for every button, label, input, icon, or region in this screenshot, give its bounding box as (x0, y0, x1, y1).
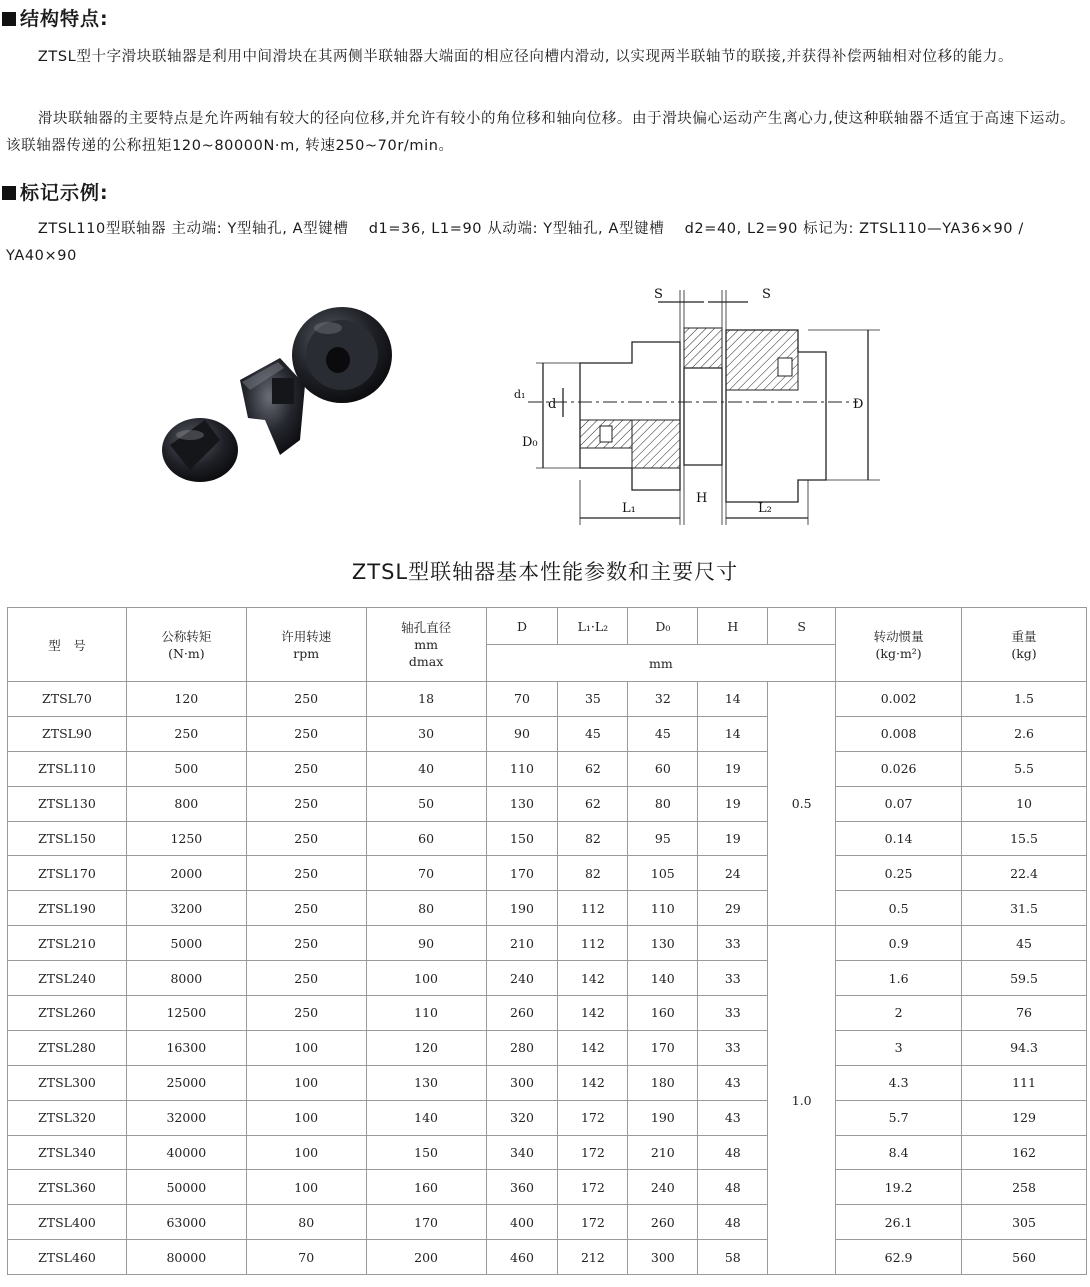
cell-l: 35 (558, 682, 628, 717)
cell-speed: 250 (246, 856, 366, 891)
cell-weight: 2.6 (962, 716, 1087, 751)
cell-bore: 30 (366, 716, 486, 751)
cell-d: 300 (486, 1065, 558, 1100)
section-heading-text: 结构特点: (20, 8, 109, 30)
table-row (8, 996, 1087, 1031)
cell-d: 460 (486, 1240, 558, 1275)
header-weight (962, 608, 1087, 682)
cell-d0: 190 (628, 1100, 698, 1135)
cell-model: ZTSL280 (8, 1030, 127, 1065)
cell-inertia: 0.5 (836, 891, 962, 926)
label-D: D (853, 397, 864, 412)
cell-torque: 2000 (126, 856, 246, 891)
cell-bore: 120 (366, 1030, 486, 1065)
cell-d0: 300 (628, 1240, 698, 1275)
cell-d0: 95 (628, 821, 698, 856)
cell-d0: 240 (628, 1170, 698, 1205)
cell-speed: 250 (246, 786, 366, 821)
label-s-right: S (762, 287, 771, 302)
table-row (8, 926, 1087, 961)
table-row (8, 891, 1087, 926)
cell-weight: 5.5 (962, 751, 1087, 786)
cell-speed: 100 (246, 1100, 366, 1135)
cell-inertia: 1.6 (836, 961, 962, 996)
cell-h: 58 (698, 1240, 768, 1275)
cell-inertia: 5.7 (836, 1100, 962, 1135)
cell-inertia: 0.25 (836, 856, 962, 891)
cell-torque: 5000 (126, 926, 246, 961)
cell-l: 112 (558, 891, 628, 926)
cell-speed: 250 (246, 716, 366, 751)
cell-d0: 170 (628, 1030, 698, 1065)
cell-inertia: 8.4 (836, 1135, 962, 1170)
cell-model: ZTSL130 (8, 786, 127, 821)
cell-torque: 16300 (126, 1030, 246, 1065)
cell-weight: 162 (962, 1135, 1087, 1170)
cell-d0: 180 (628, 1065, 698, 1100)
header-L: L₁·L₂ (558, 608, 628, 645)
cell-l: 142 (558, 1065, 628, 1100)
cell-d: 340 (486, 1135, 558, 1170)
cell-h: 48 (698, 1205, 768, 1240)
cell-inertia: 0.9 (836, 926, 962, 961)
cell-inertia: 19.2 (836, 1170, 962, 1205)
cell-torque: 500 (126, 751, 246, 786)
cell-h: 29 (698, 891, 768, 926)
cell-h: 33 (698, 926, 768, 961)
cell-h: 33 (698, 996, 768, 1031)
cell-bore: 50 (366, 786, 486, 821)
cell-speed: 100 (246, 1170, 366, 1205)
table-row (8, 1170, 1087, 1205)
cell-bore: 18 (366, 682, 486, 717)
header-torque (126, 608, 246, 682)
cell-model: ZTSL70 (8, 682, 127, 717)
cell-d: 90 (486, 716, 558, 751)
cell-d0: 32 (628, 682, 698, 717)
cell-d: 110 (486, 751, 558, 786)
cell-torque: 1250 (126, 821, 246, 856)
cell-d0: 160 (628, 996, 698, 1031)
cell-speed: 100 (246, 1030, 366, 1065)
cell-model: ZTSL460 (8, 1240, 127, 1275)
cell-model: ZTSL110 (8, 751, 127, 786)
table-row (8, 1030, 1087, 1065)
cell-d: 170 (486, 856, 558, 891)
header-torque-line1: 公称转矩 (161, 628, 212, 644)
cell-d0: 210 (628, 1135, 698, 1170)
cell-speed: 250 (246, 682, 366, 717)
table-row (8, 1100, 1087, 1135)
structure-paragraph-1: ZTSL型十字滑块联轴器是利用中间滑块在其两侧半联轴器大端面的相应径向槽内滑动, 以实现两半联轴节的联接,并获得补偿两轴相对位移的能力。 (37, 49, 1014, 65)
cell-l: 172 (558, 1205, 628, 1240)
cell-torque: 63000 (126, 1205, 246, 1240)
cell-inertia: 2 (836, 996, 962, 1031)
cell-d0: 105 (628, 856, 698, 891)
cell-inertia: 62.9 (836, 1240, 962, 1275)
cell-bore: 80 (366, 891, 486, 926)
header-bore-line1: 轴孔直径 (401, 620, 452, 635)
label-h: H (696, 491, 708, 506)
cell-weight: 111 (962, 1065, 1087, 1100)
table-row (8, 1205, 1087, 1240)
cell-torque: 8000 (126, 961, 246, 996)
cell-model: ZTSL170 (8, 856, 127, 891)
table-row (8, 821, 1087, 856)
cell-speed: 100 (246, 1135, 366, 1170)
cell-speed: 100 (246, 1065, 366, 1100)
cell-bore: 70 (366, 856, 486, 891)
cell-weight: 45 (962, 926, 1087, 961)
cell-weight: 76 (962, 996, 1087, 1031)
cell-h: 14 (698, 716, 768, 751)
cell-d: 150 (486, 821, 558, 856)
header-speed (246, 608, 366, 682)
spec-table (7, 607, 1087, 1275)
cell-l: 172 (558, 1100, 628, 1135)
cell-l: 82 (558, 856, 628, 891)
header-inertia (836, 608, 962, 682)
coupling-section-drawing (508, 280, 888, 530)
cell-l: 172 (558, 1170, 628, 1205)
cell-d: 320 (486, 1100, 558, 1135)
cell-h: 43 (698, 1100, 768, 1135)
cell-s: 1.0 (768, 926, 836, 1275)
label-s-left: S (654, 287, 663, 302)
cell-s: 0.5 (768, 682, 836, 926)
cell-bore: 110 (366, 996, 486, 1031)
label-l-left: L₁ (622, 501, 636, 516)
cell-d: 400 (486, 1205, 558, 1240)
cell-l: 45 (558, 716, 628, 751)
header-weight-line2: (kg) (1011, 645, 1037, 661)
cell-d0: 60 (628, 751, 698, 786)
cell-h: 33 (698, 1030, 768, 1065)
cell-torque: 120 (126, 682, 246, 717)
cell-inertia: 0.07 (836, 786, 962, 821)
cell-model: ZTSL340 (8, 1135, 127, 1170)
cell-d: 130 (486, 786, 558, 821)
structure-paragraph-2: 滑块联轴器的主要特点是允许两轴有较大的径向位移,并允许有较小的角位移和轴向位移。由于滑块偏心运动产生离心力,使这种联轴器不适宜于高速下运动。该联轴器传递的公称扭矩120~80000N·m, 转速250~70r/min。 (6, 111, 1076, 154)
cell-weight: 10 (962, 786, 1087, 821)
spec-table-body (8, 682, 1087, 1275)
header-speed-line1: 许用转速 (281, 628, 332, 644)
cell-d: 260 (486, 996, 558, 1031)
marking-paragraph: ZTSL110型联轴器 主动端: Y型轴孔, A型键槽 d1=36, L1=90 从动端: Y型轴孔, A型键槽 d2=40, L2=90 标记为: ZTSL110—YA36×90 / YA40×90 (6, 221, 1024, 264)
cell-l: 62 (558, 751, 628, 786)
cell-speed: 70 (246, 1240, 366, 1275)
header-inertia-line1: 转动惯量 (873, 628, 924, 644)
section-heading-structure (2, 4, 109, 31)
table-title: ZTSL型联轴器基本性能参数和主要尺寸 (351, 560, 739, 584)
label-d: d (548, 397, 557, 412)
cell-weight: 94.3 (962, 1030, 1087, 1065)
cell-d: 240 (486, 961, 558, 996)
cell-model: ZTSL240 (8, 961, 127, 996)
section-heading-text: 标记示例: (20, 182, 109, 204)
section-heading-marking (2, 178, 109, 205)
cell-l: 172 (558, 1135, 628, 1170)
cell-l: 142 (558, 961, 628, 996)
cell-d: 280 (486, 1030, 558, 1065)
cell-speed: 250 (246, 891, 366, 926)
table-row (8, 751, 1087, 786)
cell-h: 48 (698, 1170, 768, 1205)
header-S: S (768, 608, 836, 645)
cell-model: ZTSL400 (8, 1205, 127, 1240)
cell-weight: 258 (962, 1170, 1087, 1205)
cell-weight: 59.5 (962, 961, 1087, 996)
cell-torque: 32000 (126, 1100, 246, 1135)
cell-l: 142 (558, 1030, 628, 1065)
header-weight-line1: 重量 (1011, 628, 1037, 644)
cell-d0: 45 (628, 716, 698, 751)
header-mm-unit: mm (486, 645, 836, 682)
cell-bore: 150 (366, 1135, 486, 1170)
cell-d0: 260 (628, 1205, 698, 1240)
square-bullet-icon (2, 186, 16, 200)
cell-h: 33 (698, 961, 768, 996)
label-d0: D₀ (522, 435, 538, 450)
square-bullet-icon (2, 12, 16, 26)
cell-torque: 800 (126, 786, 246, 821)
cell-bore: 160 (366, 1170, 486, 1205)
cell-inertia: 0.008 (836, 716, 962, 751)
cell-inertia: 0.14 (836, 821, 962, 856)
cell-torque: 80000 (126, 1240, 246, 1275)
cell-l: 62 (558, 786, 628, 821)
cell-model: ZTSL260 (8, 996, 127, 1031)
cell-model: ZTSL190 (8, 891, 127, 926)
cell-l: 82 (558, 821, 628, 856)
cell-inertia: 0.002 (836, 682, 962, 717)
cell-torque: 50000 (126, 1170, 246, 1205)
cell-bore: 90 (366, 926, 486, 961)
cell-bore: 100 (366, 961, 486, 996)
header-inertia-line2: (kg·m²) (875, 645, 922, 661)
cell-weight: 22.4 (962, 856, 1087, 891)
header-bore-line3: dmax (408, 654, 444, 669)
cell-h: 24 (698, 856, 768, 891)
table-row (8, 856, 1087, 891)
cell-d: 70 (486, 682, 558, 717)
header-model: 型 号 (8, 608, 127, 682)
cell-weight: 31.5 (962, 891, 1087, 926)
cell-bore: 200 (366, 1240, 486, 1275)
cell-torque: 3200 (126, 891, 246, 926)
cell-speed: 80 (246, 1205, 366, 1240)
cell-d0: 110 (628, 891, 698, 926)
cell-bore: 60 (366, 821, 486, 856)
cell-torque: 12500 (126, 996, 246, 1031)
header-bore-line2: mm (414, 637, 438, 652)
table-row (8, 1135, 1087, 1170)
cell-h: 48 (698, 1135, 768, 1170)
header-D: D (486, 608, 558, 645)
cell-model: ZTSL300 (8, 1065, 127, 1100)
label-l-right: L₂ (758, 501, 772, 516)
label-d1: d₁ (514, 388, 526, 401)
table-row (8, 716, 1087, 751)
cell-weight: 129 (962, 1100, 1087, 1135)
header-speed-line2: rpm (293, 645, 320, 661)
cell-speed: 250 (246, 996, 366, 1031)
header-bore (366, 608, 486, 682)
cell-d: 360 (486, 1170, 558, 1205)
cell-d: 190 (486, 891, 558, 926)
cell-bore: 170 (366, 1205, 486, 1240)
cell-inertia: 0.026 (836, 751, 962, 786)
cell-model: ZTSL150 (8, 821, 127, 856)
header-torque-line2: (N·m) (168, 645, 205, 661)
cell-speed: 250 (246, 961, 366, 996)
cell-bore: 40 (366, 751, 486, 786)
cell-weight: 15.5 (962, 821, 1087, 856)
header-D0: D₀ (628, 608, 698, 645)
table-row (8, 961, 1087, 996)
table-row (8, 786, 1087, 821)
cell-l: 142 (558, 996, 628, 1031)
cell-h: 19 (698, 786, 768, 821)
cell-weight: 560 (962, 1240, 1087, 1275)
cell-inertia: 3 (836, 1030, 962, 1065)
coupling-photo (160, 300, 400, 490)
cell-weight: 1.5 (962, 682, 1087, 717)
cell-inertia: 4.3 (836, 1065, 962, 1100)
cell-model: ZTSL320 (8, 1100, 127, 1135)
cell-torque: 25000 (126, 1065, 246, 1100)
cell-d0: 80 (628, 786, 698, 821)
cell-d0: 130 (628, 926, 698, 961)
table-row (8, 682, 1087, 717)
cell-torque: 250 (126, 716, 246, 751)
cell-speed: 250 (246, 751, 366, 786)
cell-speed: 250 (246, 821, 366, 856)
cell-inertia: 26.1 (836, 1205, 962, 1240)
cell-model: ZTSL90 (8, 716, 127, 751)
cell-h: 19 (698, 821, 768, 856)
cell-d0: 140 (628, 961, 698, 996)
cell-l: 212 (558, 1240, 628, 1275)
cell-speed: 250 (246, 926, 366, 961)
cell-h: 43 (698, 1065, 768, 1100)
header-H: H (698, 608, 768, 645)
cell-d: 210 (486, 926, 558, 961)
cell-bore: 130 (366, 1065, 486, 1100)
cell-weight: 305 (962, 1205, 1087, 1240)
cell-h: 19 (698, 751, 768, 786)
cell-h: 14 (698, 682, 768, 717)
cell-model: ZTSL210 (8, 926, 127, 961)
table-row (8, 1240, 1087, 1275)
cell-bore: 140 (366, 1100, 486, 1135)
cell-l: 112 (558, 926, 628, 961)
cell-torque: 40000 (126, 1135, 246, 1170)
cell-model: ZTSL360 (8, 1170, 127, 1205)
table-row (8, 1065, 1087, 1100)
